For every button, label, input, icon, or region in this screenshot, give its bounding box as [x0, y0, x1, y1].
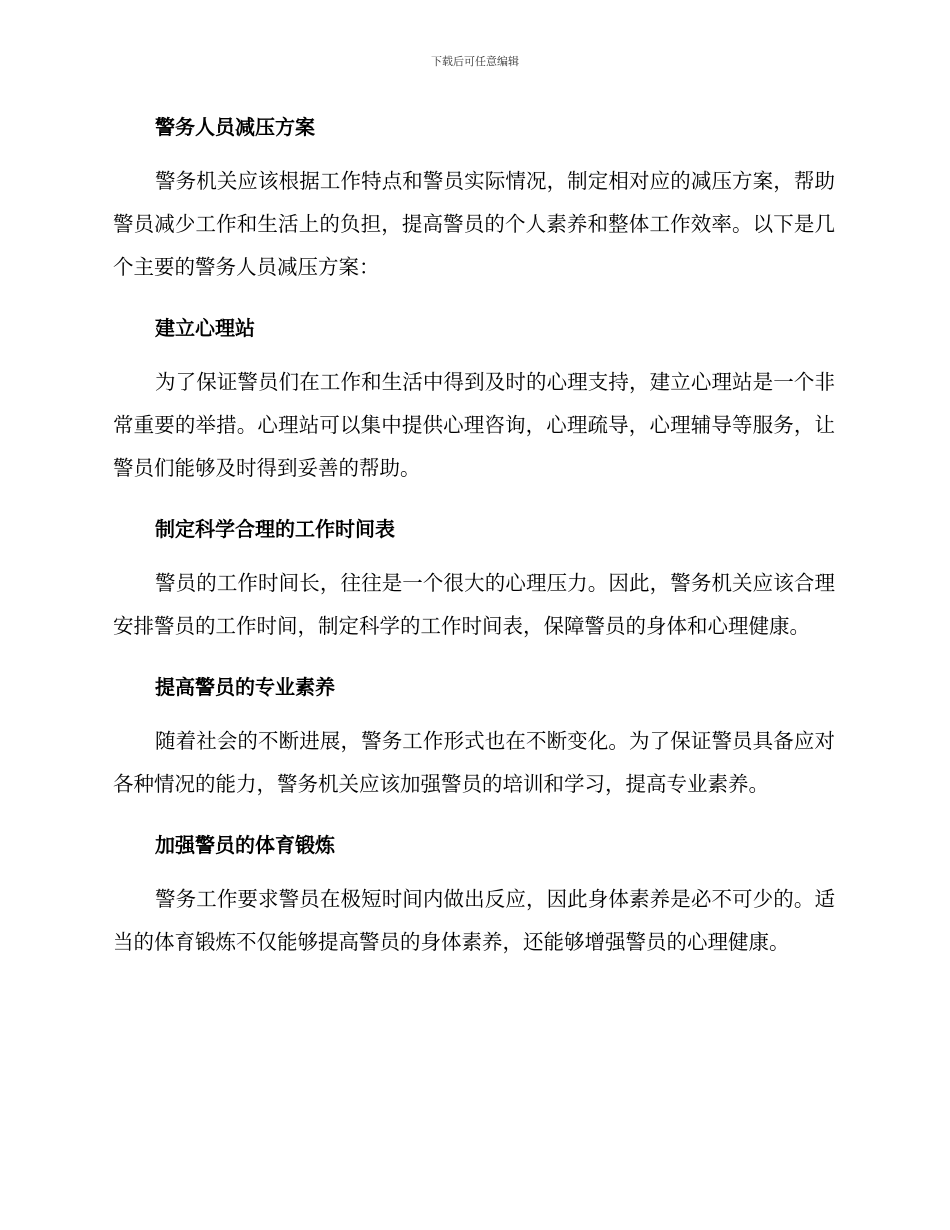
document-title: 警务人员减压方案 — [155, 115, 315, 139]
section-body-psych-station: 为了保证警员们在工作和生活中得到及时的心理支持，建立心理站是一个非常重要的举措。心理站可以集中提供心理咨询，心理疏导，心理辅导等服务，让警员们能够及时得到妥善的帮助。 — [113, 370, 835, 480]
section-heading-work-schedule: 制定科学合理的工作时间表 — [155, 517, 395, 541]
section-body-professional-quality: 随着社会的不断进展，警务工作形式也在不断变化。为了保证警员具备应对各种情况的能力，警务机关应该加强警员的培训和学习，提高专业素养。 — [113, 729, 835, 796]
page-header: 下载后可任意编辑 — [431, 55, 519, 68]
document-body — [113, 110, 835, 964]
section-heading-physical-training: 加强警员的体育锻炼 — [155, 833, 335, 857]
section-heading-professional-quality: 提高警员的专业素养 — [155, 675, 335, 699]
section-heading-psych-station: 建立心理站 — [155, 316, 255, 340]
section-body-physical-training: 警务工作要求警员在极短时间内做出反应，因此身体素养是必不可少的。适当的体育锻炼不仅能够提高警员的身体素养，还能够增强警员的心理健康。 — [113, 887, 835, 954]
intro-paragraph: 警务机关应该根据工作特点和警员实际情况，制定相对应的减压方案，帮助警员减少工作和生活上的负担，提高警员的个人素养和整体工作效率。以下是几个主要的警务人员减压方案： — [113, 169, 835, 279]
section-body-work-schedule: 警员的工作时间长，往往是一个很大的心理压力。因此，警务机关应该合理安排警员的工作时间，制定科学的工作时间表，保障警员的身体和心理健康。 — [113, 571, 835, 638]
